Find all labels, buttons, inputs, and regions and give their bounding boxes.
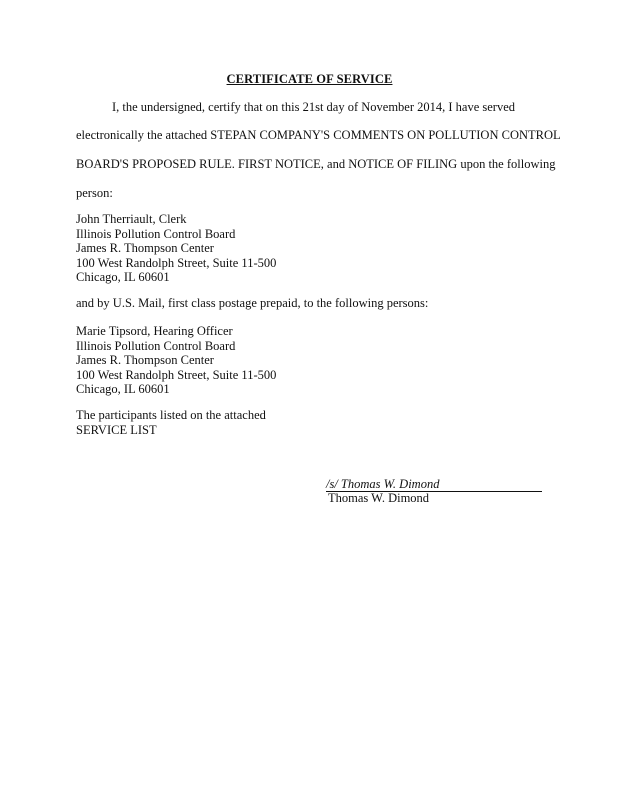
certification-line-1: I, the undersigned, certify that on this 21st day of November 2014, I have served [112,100,516,114]
address-line: John Therriault, Clerk [76,212,187,226]
address-line: James R. Thompson Center [76,241,214,256]
address-line: Chicago, IL 60601 [76,382,170,397]
address-line: Marie Tipsord, Hearing Officer [76,324,233,338]
mail-statement: and by U.S. Mail, first class postage prepaid, to the following persons: [76,296,429,310]
certification-line-4: person: [76,186,113,200]
certification-line-3: BOARD'S PROPOSED RULE. FIRST NOTICE, and NOTICE OF FILING upon the following [76,157,556,171]
participants-note [76,408,266,437]
electronic-signature: /s/ Thomas W. Dimond [326,477,440,491]
address-line: 100 West Randolph Street, Suite 11-500 [76,367,277,382]
address-line: Illinois Pollution Control Board [76,338,236,353]
address-line: Illinois Pollution Control Board [76,226,236,241]
participants-line: The participants listed on the attached [76,408,266,422]
address-line: Chicago, IL 60601 [76,270,170,285]
address-line: 100 West Randolph Street, Suite 11-500 [76,255,277,270]
document-title: CERTIFICATE OF SERVICE [226,72,393,86]
second-recipient-address [76,324,276,397]
first-recipient-address [76,212,276,285]
certification-line-2: electronically the attached STEPAN COMPANY'S COMMENTS ON POLLUTION CONTROL [76,128,561,142]
address-line: James R. Thompson Center [76,353,214,368]
participants-line: SERVICE LIST [76,422,157,437]
signatory-name: Thomas W. Dimond [328,491,430,505]
